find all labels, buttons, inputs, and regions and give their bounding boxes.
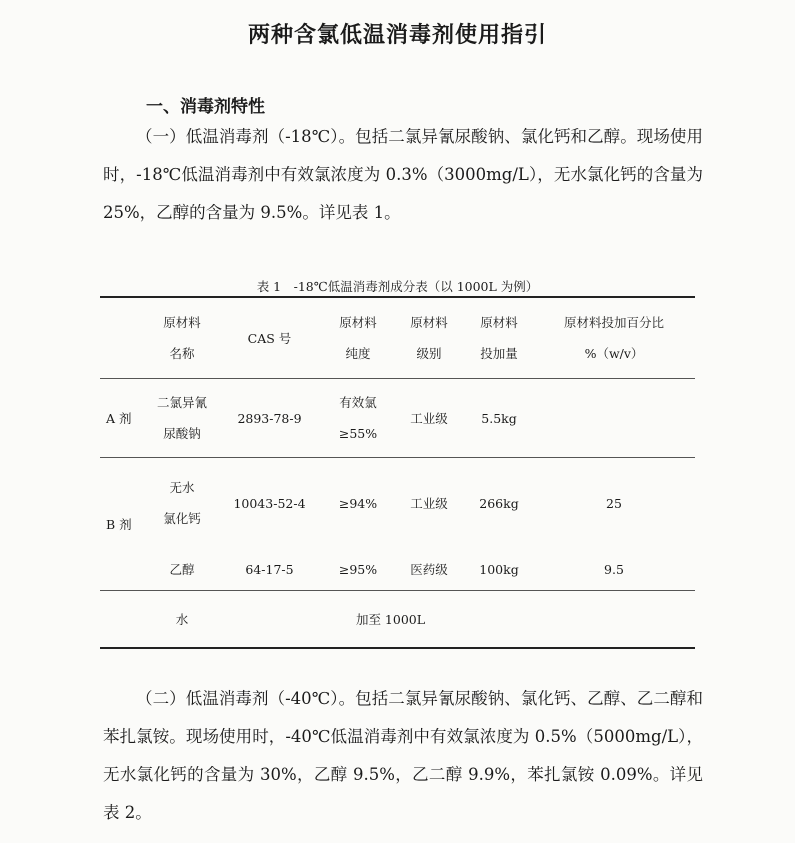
row-water-name: 水 <box>175 612 189 627</box>
row-b2-grade: 医药级 <box>410 562 448 577</box>
row-b2-cas: 64-17-5 <box>245 561 294 577</box>
row-b1-name-line1: 无水 <box>169 480 195 495</box>
ingredient-table <box>100 296 695 649</box>
table-row-b1 <box>100 458 695 549</box>
row-a-percent <box>533 379 695 458</box>
header-name-line2: 名称 <box>169 346 195 361</box>
row-a-grade: 工业级 <box>410 411 448 426</box>
row-b1-purity: ≥94% <box>338 495 378 511</box>
section-heading: 一、消毒剂特性 <box>146 97 265 117</box>
header-amount-line1: 原材料 <box>480 315 518 330</box>
row-a-name <box>148 379 216 458</box>
header-cas: CAS 号 <box>247 331 292 346</box>
header-percent-line2: %（w/v） <box>584 346 644 361</box>
table-row-a <box>100 379 695 458</box>
header-name-line1: 原材料 <box>163 315 201 330</box>
row-b1-name-line2: 氯化钙 <box>163 511 201 526</box>
header-amount <box>465 297 533 379</box>
row-water-value: 加至 1000L <box>355 612 426 627</box>
row-b2-percent: 9.5 <box>604 561 624 577</box>
row-b2-purity: ≥95% <box>338 561 378 577</box>
row-b1-name <box>148 458 216 549</box>
row-b2-name: 乙醇 <box>169 562 195 577</box>
group-a-label: A 剂 <box>106 411 132 426</box>
paragraph-low-temp-40: （二）低温消毒剂（-40℃）。包括二氯异氰尿酸钠、氯化钙、乙醇、乙二醇和苯扎氯铵。现场使用时，-40℃低温消毒剂中有效氯浓度为 0.5%（5000mg/L），无水氯化钙的含量为 30%，乙醇 9.5%，乙二醇 9.9%，苯扎氯铵 0.09%。详见表 2。 <box>103 689 703 822</box>
row-a-amount: 5.5kg <box>481 410 517 426</box>
header-grade <box>393 297 465 379</box>
table-header-row <box>100 297 695 379</box>
table-row-b2 <box>100 548 695 591</box>
row-b1-cas: 10043-52-4 <box>233 495 306 511</box>
row-b1-percent: 25 <box>606 495 622 511</box>
row-b1-amount: 266kg <box>479 495 519 511</box>
table-row-water <box>100 591 695 649</box>
header-amount-line2: 投加量 <box>480 346 518 361</box>
row-a-name-line2: 尿酸钠 <box>163 426 201 441</box>
header-purity-line1: 原材料 <box>339 315 377 330</box>
header-percent <box>533 297 695 379</box>
header-percent-line1: 原材料投加百分比 <box>563 315 664 330</box>
row-a-purity-line2: ≥55% <box>338 426 378 441</box>
header-name <box>148 297 216 379</box>
row-a-purity <box>323 379 393 458</box>
table-caption: 表 1 -18℃低温消毒剂成分表（以 1000L 为例） <box>256 279 539 294</box>
row-b1-grade: 工业级 <box>410 496 448 511</box>
row-b2-amount: 100kg <box>479 561 519 577</box>
row-a-cas: 2893-78-9 <box>237 410 302 426</box>
paragraph-low-temp-18: （一）低温消毒剂（-18℃）。包括二氯异氰尿酸钠、氯化钙和乙醇。现场使用时，-18℃低温消毒剂中有效氯浓度为 0.3%（3000mg/L），无水氯化钙的含量为 25%，乙醇的含量为 9.5%。详见表 1。 <box>103 127 703 222</box>
header-purity-line2: 纯度 <box>345 346 371 361</box>
document-title: 两种含氯低温消毒剂使用指引 <box>247 23 547 48</box>
header-grade-line2: 级别 <box>416 346 442 361</box>
header-purity <box>323 297 393 379</box>
row-a-name-line1: 二氯异氰 <box>156 395 207 410</box>
header-grade-line1: 原材料 <box>410 315 448 330</box>
group-b-label: B 剂 <box>106 517 132 532</box>
row-a-purity-line1: 有效氯 <box>339 395 377 410</box>
